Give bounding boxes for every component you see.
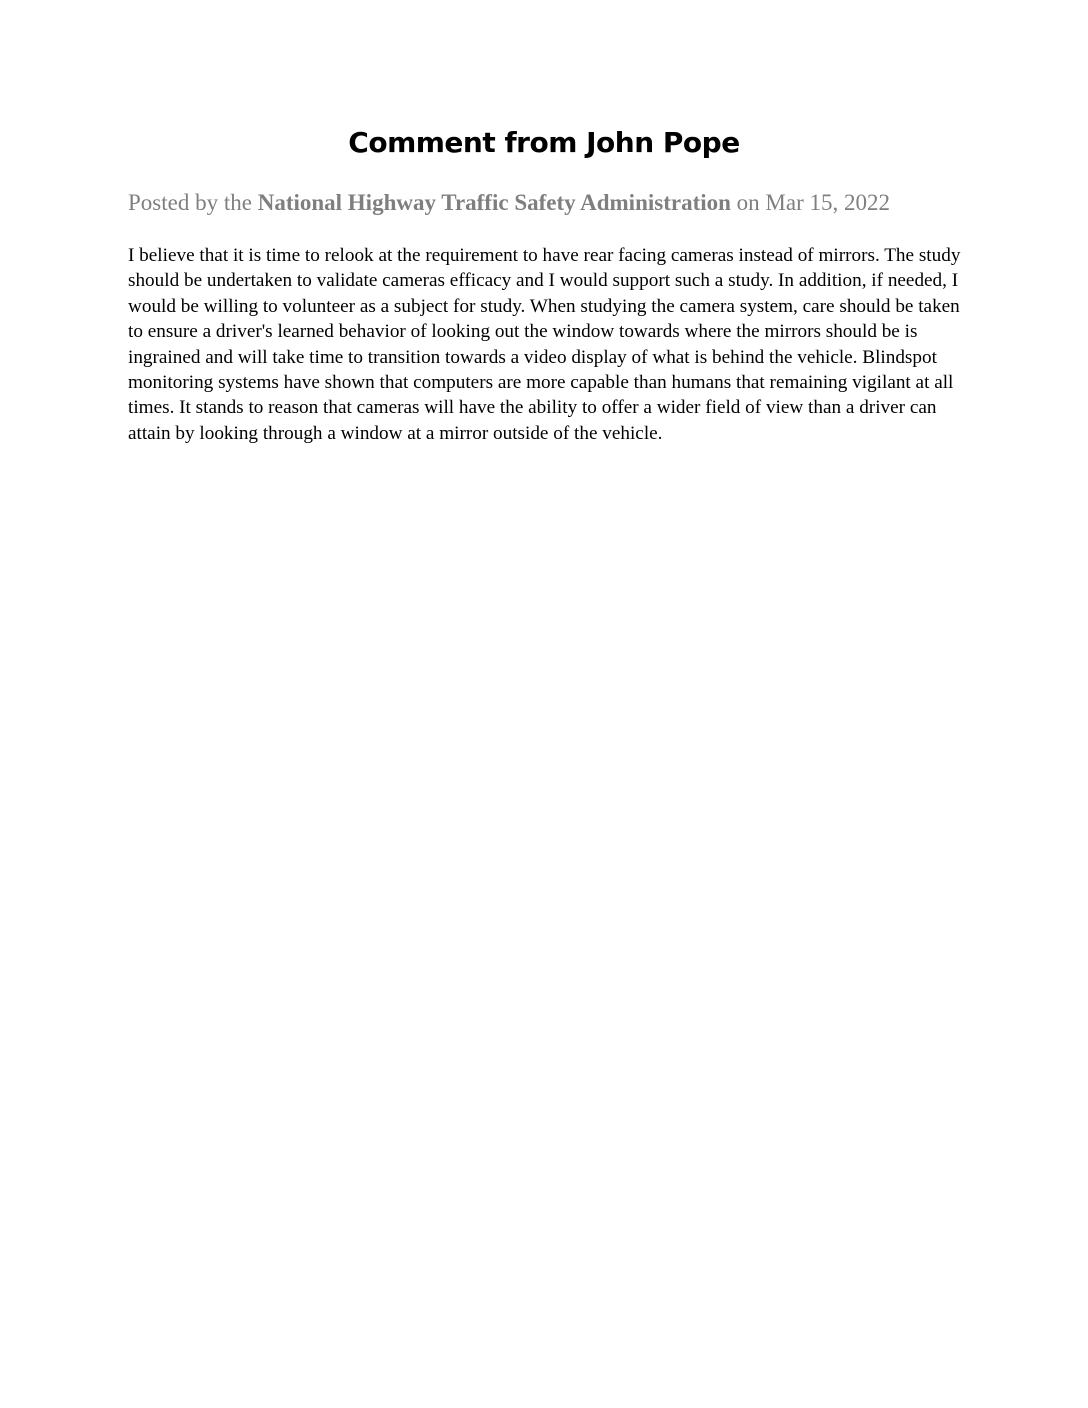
byline-date-prefix: on	[736, 190, 760, 215]
agency-name: National Highway Traffic Safety Administration	[257, 190, 731, 215]
page-title: Comment from John Pope	[348, 126, 740, 159]
posted-by-line	[128, 190, 968, 216]
comment-body: I believe that it is time to relook at the requirement to have rear facing cameras instead of mirrors. The study should be undertaken to validate cameras efficacy and I would support such a study. In addition, if needed, I would be willing to volunteer as a subject for study. When studying the camera system, care should be taken to ensure a driver's learned behavior of looking out the window towards where the mirrors should be is ingrained and will take time to transition towards a video display of what is behind the vehicle. Blindspot monitoring systems have shown that computers are more capable than humans that remaining vigilant at all times. It stands to reason that cameras will have the ability to offer a wider field of view than a driver can attain by looking through a window at a mirror outside of the vehicle.	[128, 245, 961, 444]
byline-prefix: Posted by the	[128, 190, 252, 215]
posted-date: Mar 15, 2022	[765, 190, 890, 215]
